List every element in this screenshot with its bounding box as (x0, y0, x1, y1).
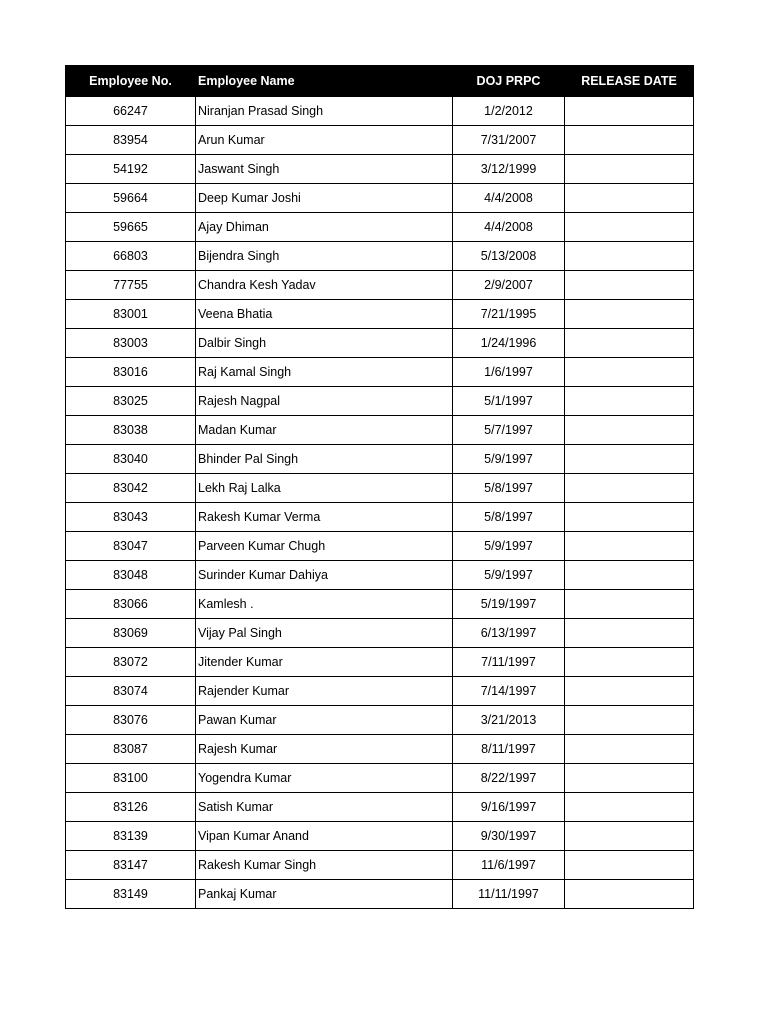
table-row (66, 648, 694, 677)
table-row (66, 503, 694, 532)
cell-employee-name: Rajender Kumar (196, 677, 453, 706)
cell-employee-no: 83072 (66, 648, 196, 677)
cell-release-date (565, 97, 694, 126)
cell-employee-name: Kamlesh . (196, 590, 453, 619)
table-row (66, 155, 694, 184)
cell-employee-no: 77755 (66, 271, 196, 300)
cell-doj-prpc: 3/21/2013 (453, 706, 565, 735)
cell-release-date (565, 880, 694, 909)
cell-employee-no: 83074 (66, 677, 196, 706)
cell-release-date (565, 416, 694, 445)
table-row (66, 445, 694, 474)
cell-employee-name: Rajesh Kumar (196, 735, 453, 764)
cell-employee-name: Parveen Kumar Chugh (196, 532, 453, 561)
table-row (66, 793, 694, 822)
cell-employee-name: Raj Kamal Singh (196, 358, 453, 387)
cell-doj-prpc: 1/6/1997 (453, 358, 565, 387)
header-doj-prpc: DOJ PRPC (453, 66, 565, 97)
cell-release-date (565, 735, 694, 764)
cell-doj-prpc: 1/24/1996 (453, 329, 565, 358)
cell-release-date (565, 503, 694, 532)
cell-employee-no: 83042 (66, 474, 196, 503)
cell-employee-name: Vijay Pal Singh (196, 619, 453, 648)
table-row (66, 561, 694, 590)
cell-employee-no: 83954 (66, 126, 196, 155)
cell-release-date (565, 126, 694, 155)
cell-release-date (565, 387, 694, 416)
cell-employee-no: 83076 (66, 706, 196, 735)
cell-doj-prpc: 9/30/1997 (453, 822, 565, 851)
table-row (66, 126, 694, 155)
cell-doj-prpc: 11/11/1997 (453, 880, 565, 909)
cell-employee-name: Dalbir Singh (196, 329, 453, 358)
cell-employee-no: 83025 (66, 387, 196, 416)
table-row (66, 416, 694, 445)
table-row (66, 213, 694, 242)
table-row (66, 242, 694, 271)
cell-release-date (565, 155, 694, 184)
cell-employee-no: 83047 (66, 532, 196, 561)
cell-doj-prpc: 5/1/1997 (453, 387, 565, 416)
cell-release-date (565, 184, 694, 213)
cell-employee-name: Deep Kumar Joshi (196, 184, 453, 213)
table-row (66, 822, 694, 851)
cell-release-date (565, 329, 694, 358)
table-body (66, 97, 694, 909)
cell-release-date (565, 445, 694, 474)
table-row (66, 590, 694, 619)
table-row (66, 735, 694, 764)
header-release-date: RELEASE DATE (565, 66, 694, 97)
table-row (66, 532, 694, 561)
cell-employee-no: 83043 (66, 503, 196, 532)
cell-employee-no: 83040 (66, 445, 196, 474)
cell-employee-name: Madan Kumar (196, 416, 453, 445)
cell-doj-prpc: 8/11/1997 (453, 735, 565, 764)
table-row (66, 97, 694, 126)
table-row (66, 677, 694, 706)
cell-release-date (565, 300, 694, 329)
cell-employee-name: Arun Kumar (196, 126, 453, 155)
cell-employee-name: Rakesh Kumar Verma (196, 503, 453, 532)
cell-employee-no: 83066 (66, 590, 196, 619)
cell-employee-name: Chandra Kesh Yadav (196, 271, 453, 300)
cell-employee-name: Satish Kumar (196, 793, 453, 822)
cell-employee-name: Pawan Kumar (196, 706, 453, 735)
cell-employee-no: 54192 (66, 155, 196, 184)
table-row (66, 184, 694, 213)
table-header (66, 66, 694, 97)
header-employee-name: Employee Name (196, 66, 453, 97)
header-employee-no: Employee No. (66, 66, 196, 97)
cell-employee-no: 83001 (66, 300, 196, 329)
cell-employee-no: 83147 (66, 851, 196, 880)
cell-doj-prpc: 5/13/2008 (453, 242, 565, 271)
cell-release-date (565, 764, 694, 793)
employee-table (65, 65, 694, 909)
table-row (66, 851, 694, 880)
table-row (66, 329, 694, 358)
table-row (66, 880, 694, 909)
cell-doj-prpc: 9/16/1997 (453, 793, 565, 822)
cell-doj-prpc: 7/14/1997 (453, 677, 565, 706)
table-row (66, 619, 694, 648)
header-row (66, 66, 694, 97)
cell-release-date (565, 358, 694, 387)
cell-employee-name: Jaswant Singh (196, 155, 453, 184)
cell-employee-name: Veena Bhatia (196, 300, 453, 329)
table-row (66, 300, 694, 329)
cell-employee-name: Lekh Raj Lalka (196, 474, 453, 503)
cell-doj-prpc: 11/6/1997 (453, 851, 565, 880)
cell-doj-prpc: 6/13/1997 (453, 619, 565, 648)
cell-doj-prpc: 2/9/2007 (453, 271, 565, 300)
cell-employee-name: Bhinder Pal Singh (196, 445, 453, 474)
cell-release-date (565, 590, 694, 619)
cell-release-date (565, 561, 694, 590)
cell-doj-prpc: 7/11/1997 (453, 648, 565, 677)
cell-release-date (565, 474, 694, 503)
cell-doj-prpc: 5/9/1997 (453, 445, 565, 474)
cell-employee-name: Pankaj Kumar (196, 880, 453, 909)
table-row (66, 358, 694, 387)
cell-release-date (565, 242, 694, 271)
cell-doj-prpc: 3/12/1999 (453, 155, 565, 184)
cell-release-date (565, 793, 694, 822)
cell-employee-no: 83016 (66, 358, 196, 387)
cell-employee-no: 83069 (66, 619, 196, 648)
cell-doj-prpc: 5/9/1997 (453, 532, 565, 561)
cell-doj-prpc: 8/22/1997 (453, 764, 565, 793)
cell-release-date (565, 213, 694, 242)
cell-employee-no: 83149 (66, 880, 196, 909)
cell-doj-prpc: 1/2/2012 (453, 97, 565, 126)
cell-release-date (565, 648, 694, 677)
cell-doj-prpc: 7/21/1995 (453, 300, 565, 329)
cell-employee-no: 59665 (66, 213, 196, 242)
cell-employee-no: 59664 (66, 184, 196, 213)
cell-doj-prpc: 4/4/2008 (453, 213, 565, 242)
cell-doj-prpc: 7/31/2007 (453, 126, 565, 155)
cell-doj-prpc: 5/19/1997 (453, 590, 565, 619)
cell-doj-prpc: 5/9/1997 (453, 561, 565, 590)
cell-employee-no: 83048 (66, 561, 196, 590)
cell-doj-prpc: 5/8/1997 (453, 503, 565, 532)
cell-release-date (565, 851, 694, 880)
table-row (66, 387, 694, 416)
cell-release-date (565, 619, 694, 648)
cell-employee-name: Ajay Dhiman (196, 213, 453, 242)
cell-employee-name: Niranjan Prasad Singh (196, 97, 453, 126)
cell-release-date (565, 822, 694, 851)
cell-employee-no: 66803 (66, 242, 196, 271)
cell-employee-no: 83126 (66, 793, 196, 822)
cell-employee-name: Bijendra Singh (196, 242, 453, 271)
cell-employee-no: 83139 (66, 822, 196, 851)
cell-release-date (565, 706, 694, 735)
cell-employee-name: Rajesh Nagpal (196, 387, 453, 416)
cell-release-date (565, 271, 694, 300)
cell-employee-no: 83038 (66, 416, 196, 445)
cell-employee-name: Jitender Kumar (196, 648, 453, 677)
table-row (66, 474, 694, 503)
cell-employee-no: 83100 (66, 764, 196, 793)
cell-employee-no: 66247 (66, 97, 196, 126)
table-row (66, 271, 694, 300)
cell-employee-name: Vipan Kumar Anand (196, 822, 453, 851)
cell-doj-prpc: 5/8/1997 (453, 474, 565, 503)
cell-employee-name: Surinder Kumar Dahiya (196, 561, 453, 590)
cell-release-date (565, 677, 694, 706)
cell-doj-prpc: 5/7/1997 (453, 416, 565, 445)
cell-employee-no: 83087 (66, 735, 196, 764)
cell-employee-name: Yogendra Kumar (196, 764, 453, 793)
cell-doj-prpc: 4/4/2008 (453, 184, 565, 213)
cell-employee-no: 83003 (66, 329, 196, 358)
table-row (66, 706, 694, 735)
cell-release-date (565, 532, 694, 561)
table-row (66, 764, 694, 793)
cell-employee-name: Rakesh Kumar Singh (196, 851, 453, 880)
